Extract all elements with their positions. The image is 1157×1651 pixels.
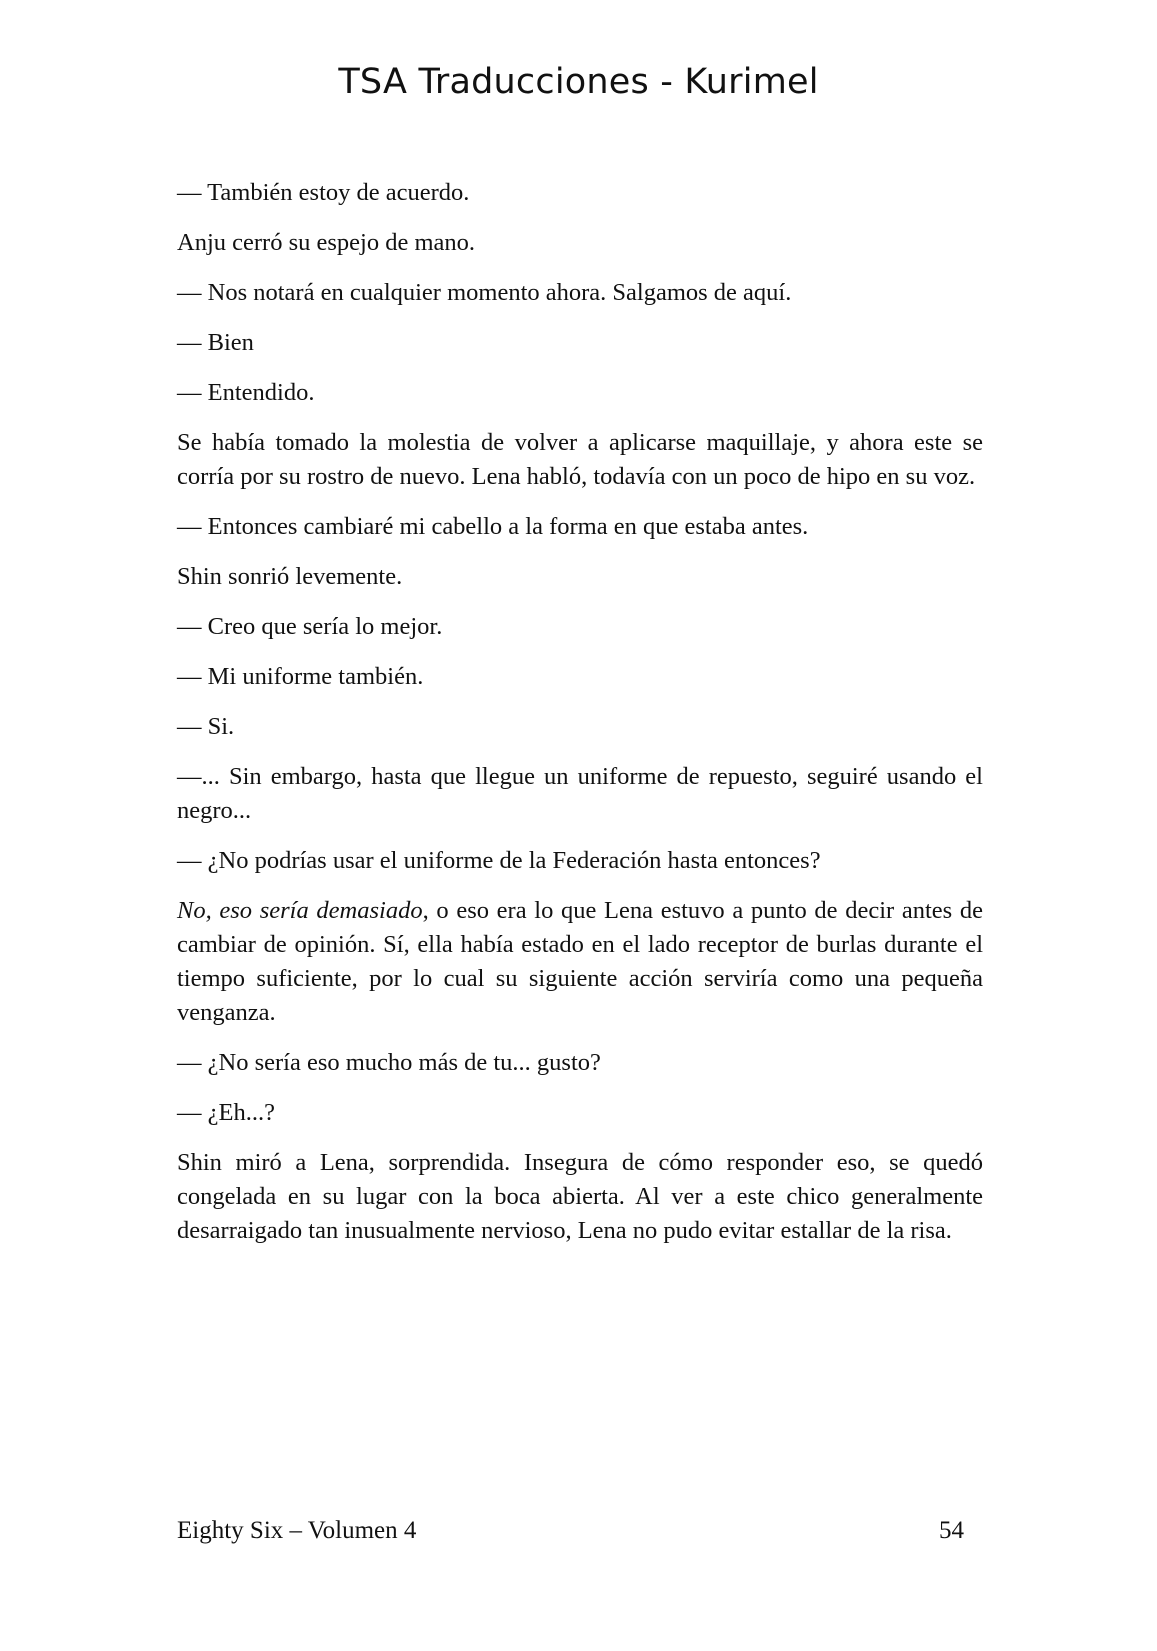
paragraph: Shin miró a Lena, sorprendida. Insegura de cómo responder eso, se quedó congelada en su lugar con la boca abierta. Al ver a este chico generalmente desarraigado tan inusualmente nervioso, Lena no pudo evitar estallar de la risa. xyxy=(177,1149,983,1244)
paragraph: Anju cerró su espejo de mano. xyxy=(177,229,475,256)
page-footer xyxy=(177,1517,964,1545)
paragraph-with-italic xyxy=(177,894,983,1030)
paragraph: — ¿No podrías usar el uniforme de la Federación hasta entonces? xyxy=(177,847,821,874)
paragraph: — También estoy de acuerdo. xyxy=(177,179,470,206)
paragraph: Se había tomado la molestia de volver a aplicarse maquillaje, y ahora este se corría por su rostro de nuevo. Lena habló, todavía con un poco de hipo en su voz. xyxy=(177,429,983,490)
paragraph: — ¿No sería eso mucho más de tu... gusto? xyxy=(177,1049,601,1076)
page-body xyxy=(177,176,983,1264)
footer-book-title: Eighty Six – Volumen 4 xyxy=(177,1517,417,1544)
paragraph: — Mi uniforme también. xyxy=(177,663,424,690)
paragraph: Shin sonrió levemente. xyxy=(177,563,403,590)
page-header-title: TSA Traducciones - Kurimel xyxy=(338,62,819,102)
paragraph: — ¿Eh...? xyxy=(177,1099,275,1126)
paragraph: — Nos notará en cualquier momento ahora. Salgamos de aquí. xyxy=(177,279,792,306)
italic-thought: No, eso sería demasiado xyxy=(177,897,423,924)
paragraph: —... Sin embargo, hasta que llegue un uniforme de repuesto, seguiré usando el negro... xyxy=(177,763,983,824)
paragraph: — Entonces cambiaré mi cabello a la forma en que estaba antes. xyxy=(177,513,809,540)
paragraph: — Si. xyxy=(177,713,235,740)
paragraph: — Creo que sería lo mejor. xyxy=(177,613,443,640)
paragraph-rest: , o eso era lo que Lena estuvo a punto de decir antes de cambiar de opinión. Sí, ella había estado en el lado receptor de burlas durante el tiempo suficiente, por lo cual su siguiente acción serviría como una pequeña venganza. xyxy=(177,897,983,1026)
paragraph: — Bien xyxy=(177,329,254,356)
footer-page-number: 54 xyxy=(939,1517,964,1544)
paragraph: — Entendido. xyxy=(177,379,315,406)
